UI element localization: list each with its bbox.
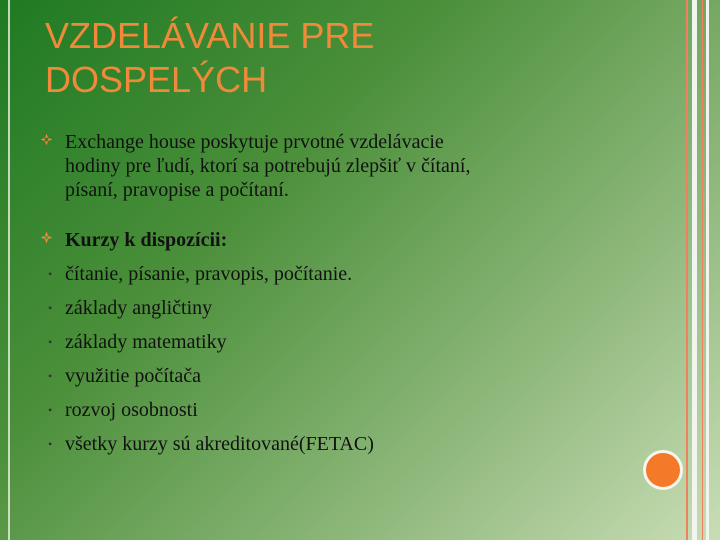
frame-line-right-4 [706,0,709,540]
course-item [40,432,650,456]
paragraph-line-3: písaní, pravopise a počítaní. [65,179,289,201]
title-line-2: DOSPELÝCH [45,59,268,100]
course-item [40,262,650,286]
dot-bullet-icon: • [48,335,53,349]
star-bullet-icon [40,231,53,244]
courses-heading: Kurzy k dispozícii: [65,229,228,251]
frame-line-left [8,0,10,540]
slide-title [45,14,645,102]
course-item [40,364,650,388]
paragraph-item [40,130,650,202]
dot-bullet-icon: • [48,301,53,315]
course-label: základy matematiky [65,331,227,353]
slide-content [40,130,650,456]
course-item [40,296,650,320]
paragraph-line-2: hodiny pre ľudí, ktorí sa potrebujú zlepšiť v čítaní, [65,155,471,177]
course-label: čítanie, písanie, pravopis, počítanie. [65,263,353,285]
frame-line-right-1 [686,0,688,540]
dot-bullet-icon: • [48,267,53,281]
courses-heading-item [40,228,650,252]
star-bullet-icon [40,133,53,146]
frame-line-right-2 [692,0,697,540]
course-label: rozvoj osobnosti [65,399,198,421]
course-label: základy angličtiny [65,297,213,319]
course-item [40,398,650,422]
dot-bullet-icon: • [48,369,53,383]
title-line-1: VZDELÁVANIE PRE [45,15,375,56]
paragraph-line-1: Exchange house poskytuje prvotné vzdelávacie [65,131,444,153]
frame-line-right-3 [702,0,703,540]
course-item [40,330,650,354]
course-label: všetky kurzy sú akreditované(FETAC) [65,433,374,455]
dot-bullet-icon: • [48,437,53,451]
course-label: využitie počítača [65,365,202,387]
decorative-circle [643,450,683,490]
dot-bullet-icon: • [48,403,53,417]
